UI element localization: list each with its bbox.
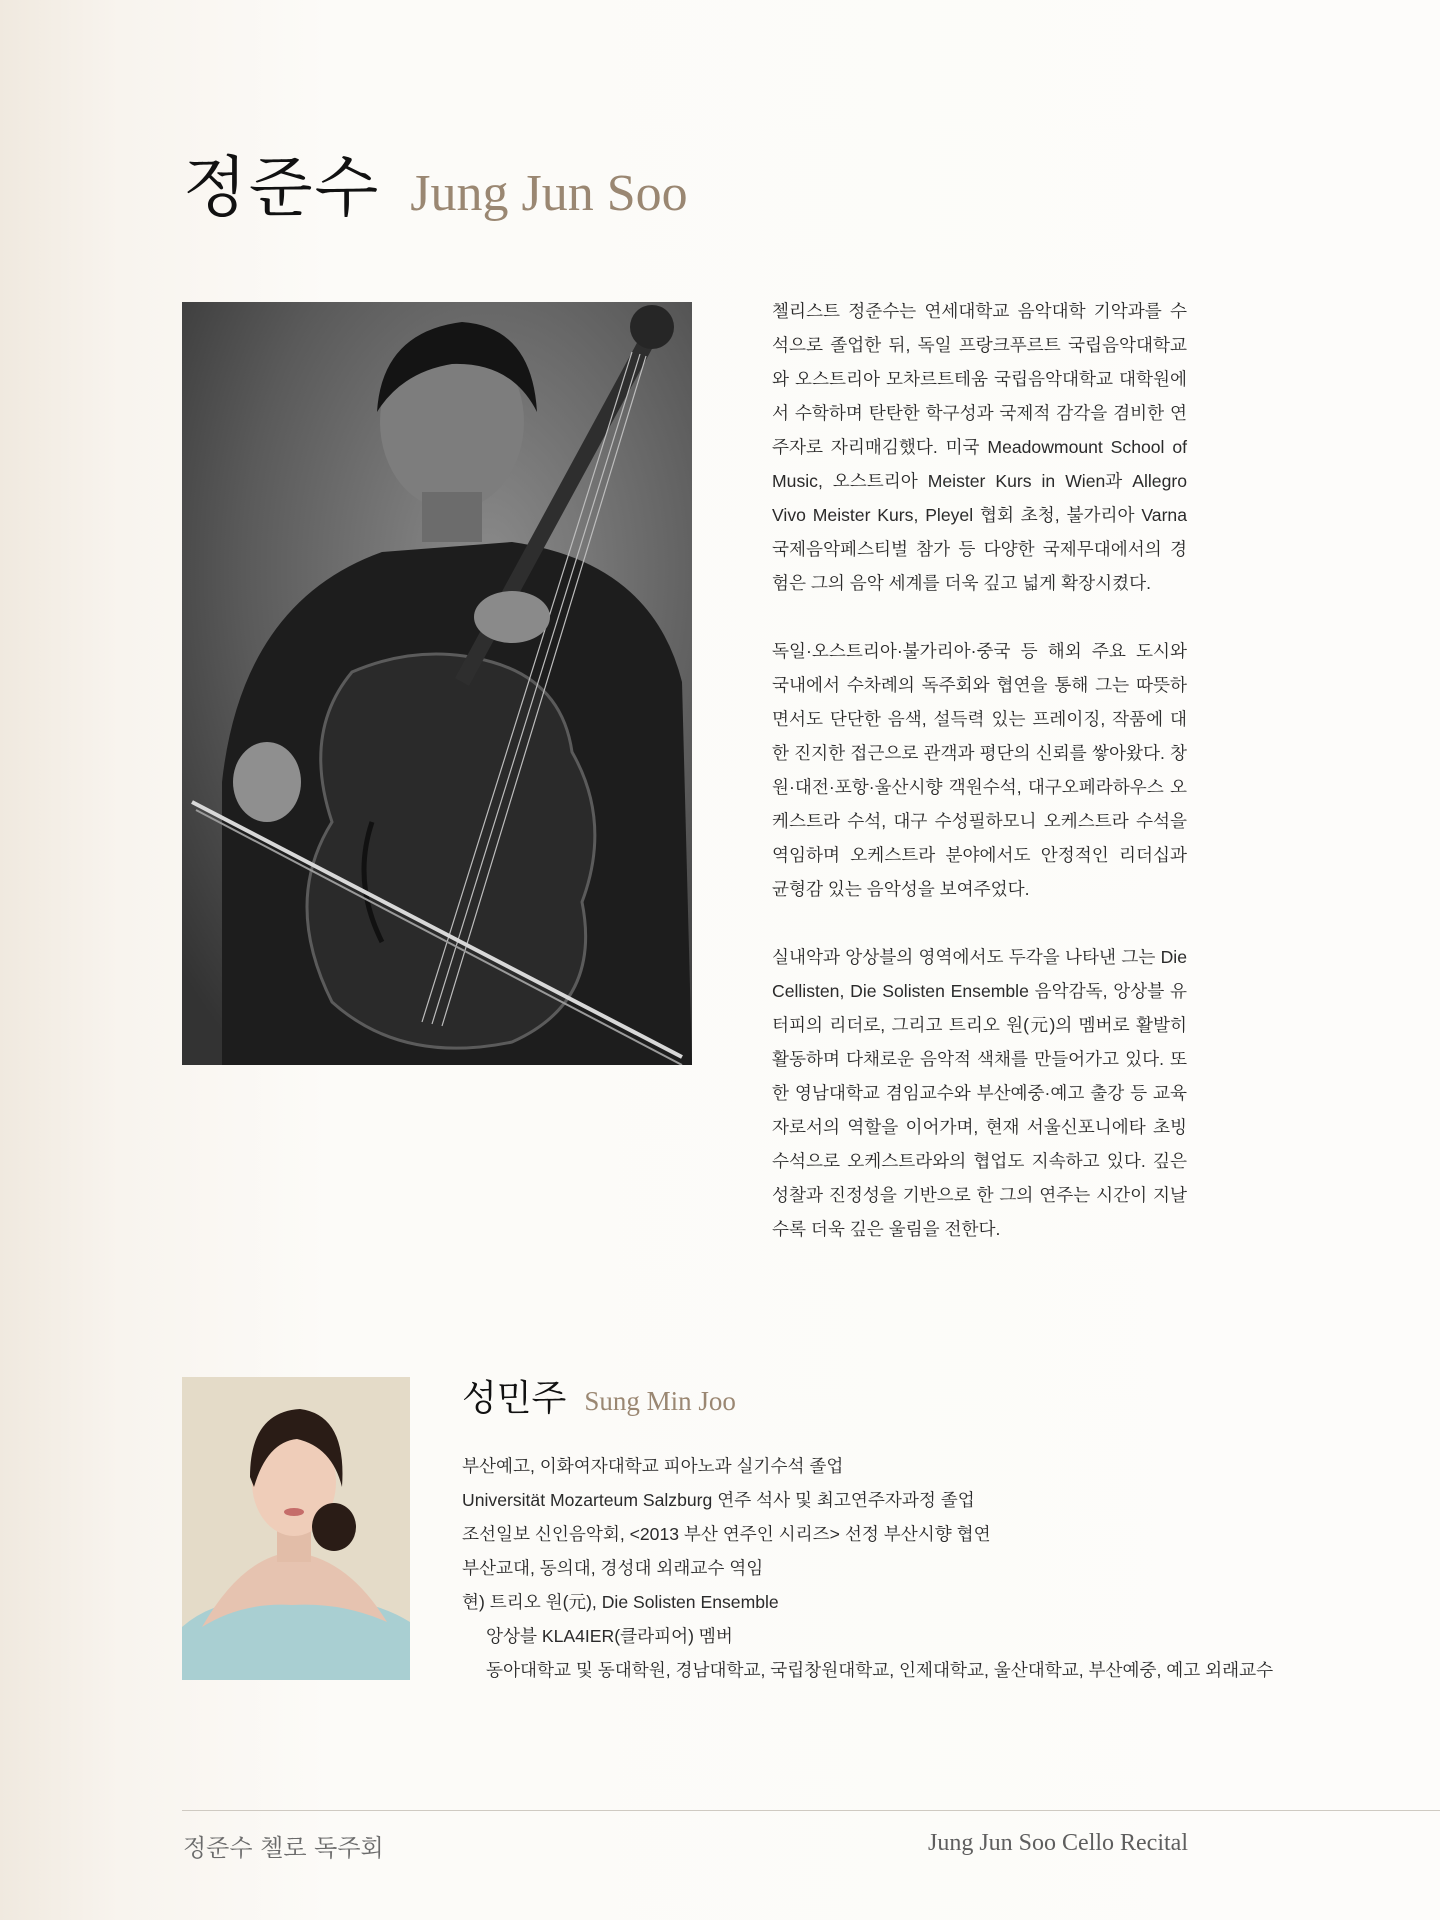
profile-line: 조선일보 신인음악회, <2013 부산 연주인 시리즈> 선정 부산시향 협연 xyxy=(462,1524,991,1544)
profile-line: 앙상블 KLA4IER(클라피어) 멤버 xyxy=(486,1626,733,1646)
artist-title xyxy=(183,134,688,229)
second-artist-name-english: Sung Min Joo xyxy=(584,1386,736,1416)
artist-name-english: Jung Jun Soo xyxy=(410,165,688,222)
cellist-photo xyxy=(182,302,692,1065)
footer-title-english: Jung Jun Soo Cello Recital xyxy=(928,1830,1188,1856)
pianist-photo-illustration xyxy=(182,1377,410,1680)
bio-paragraph: 실내악과 앙상블의 영역에서도 두각을 나타낸 그는 Die Cellisten, Die Solisten Ensemble 음악감독, 앙상블 유터피의 리더로, 그리고 트리오 원(元)의 멤버로 활발히 활동하며 다채로운 음악적 색채를 만들어가고 있다. 또한 영남대학교 겸임교수와 부산예중·예고 출강 등 교육자로서의 역할을 이어가며, 현재 서울신포니에타 초빙수석으로 오케스트라와의 협업도 지속하고 있다. 깊은 성찰과 진정성을 기반으로 한 그의 연주는 시간이 지날수록 더욱 깊은 울림을 전한다. xyxy=(772,947,1187,1239)
footer-divider xyxy=(182,1810,1440,1811)
second-artist-name-korean: 성민주 xyxy=(462,1378,567,1419)
footer-title-korean: 정준수 첼로 독주회 xyxy=(183,1834,384,1862)
second-artist-title xyxy=(462,1370,736,1421)
second-artist-profile xyxy=(462,1449,1274,1687)
cellist-photo-illustration xyxy=(182,302,692,1065)
profile-line: Universität Mozarteum Salzburg 연주 석사 및 최고연주자과정 졸업 xyxy=(462,1490,975,1510)
profile-line: 현) 트리오 원(元), Die Solisten Ensemble xyxy=(462,1592,779,1612)
bio-paragraph: 독일·오스트리아·불가리아·중국 등 해외 주요 도시와 국내에서 수차례의 독주회와 협연을 통해 그는 따뜻하면서도 단단한 음색, 설득력 있는 프레이징, 작품에 대한 진지한 접근으로 관객과 평단의 신뢰를 쌓아왔다. 창원·대전·포항·울산시향 객원수석, 대구오페라하우스 오케스트라 수석, 대구 수성필하모니 오케스트라 수석을 역임하며 오케스트라 분야에서도 안정적인 리더십과 균형감 있는 음악성을 보여주었다. xyxy=(772,641,1187,899)
profile-line: 부산예고, 이화여자대학교 피아노과 실기수석 졸업 xyxy=(462,1456,844,1476)
artist-biography xyxy=(772,294,1187,1280)
artist-name-korean: 정준수 xyxy=(183,149,381,226)
pianist-photo xyxy=(182,1377,410,1680)
bio-paragraph: 첼리스트 정준수는 연세대학교 음악대학 기악과를 수석으로 졸업한 뒤, 독일 프랑크푸르트 국립음악대학교와 오스트리아 모차르트테움 국립음악대학교 대학원에서 수학하며 탄탄한 학구성과 국제적 감각을 겸비한 연주자로 자리매김했다. 미국 Meadowmount School of Music, 오스트리아 Meister Kurs in Wien과 Allegro Vivo Meister Kurs, Pleyel 협회 초청, 불가리아 Varna 국제음악페스티벌 참가 등 다양한 국제무대에서의 경험은 그의 음악 세계를 더욱 깊고 넓게 확장시켰다. xyxy=(772,301,1187,593)
profile-line: 동아대학교 및 동대학원, 경남대학교, 국립창원대학교, 인제대학교, 울산대학교, 부산예중, 예고 외래교수 xyxy=(486,1660,1274,1680)
profile-line: 부산교대, 동의대, 경성대 외래교수 역임 xyxy=(462,1558,764,1578)
